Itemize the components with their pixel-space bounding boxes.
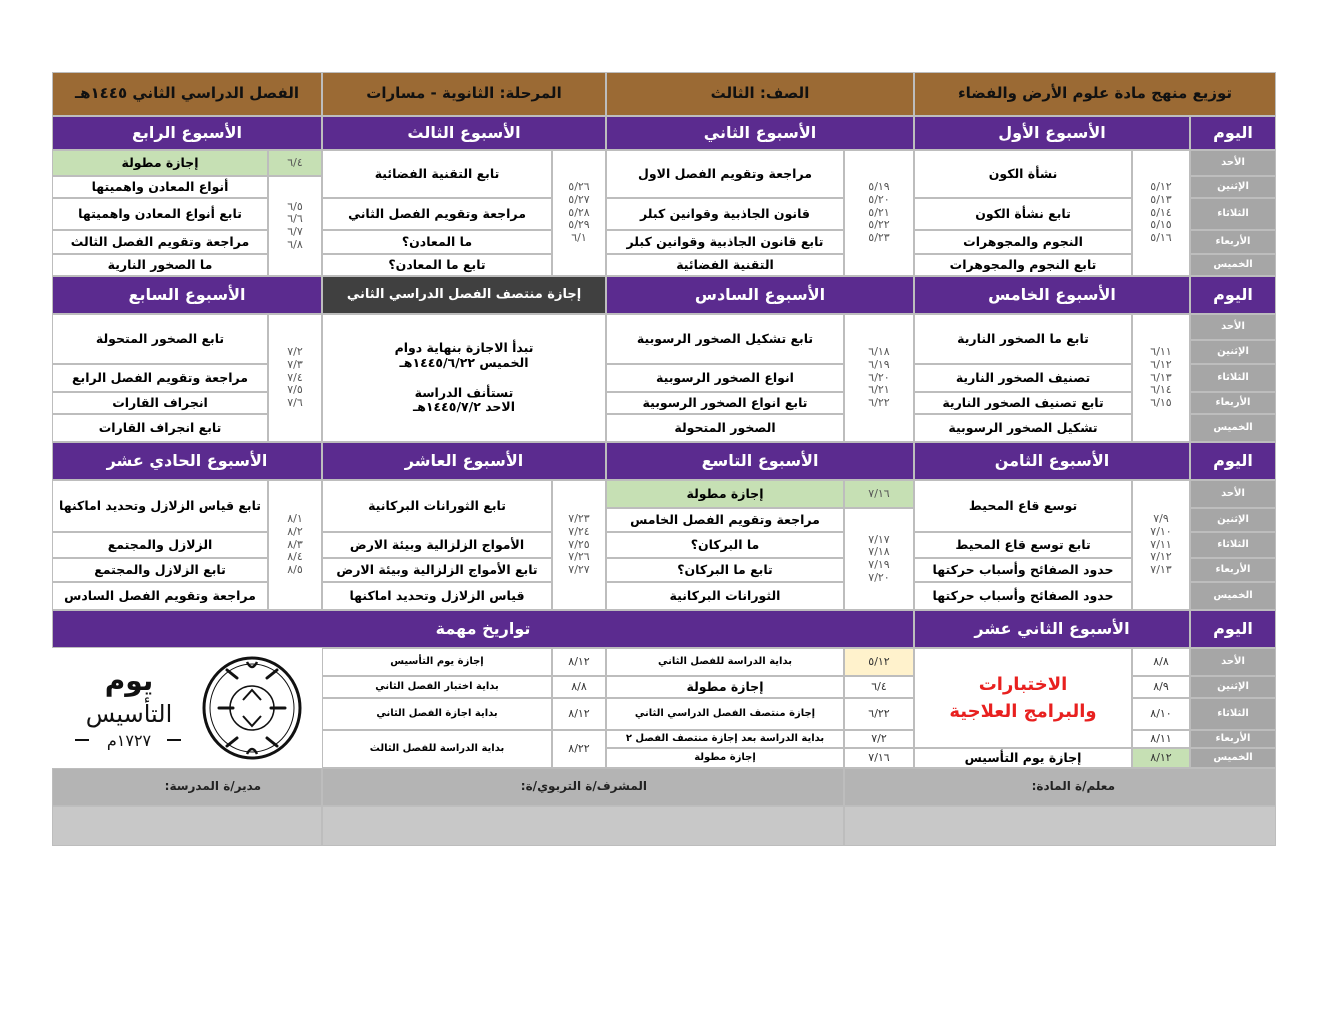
topic: تابع توسع قاع المحيط	[914, 532, 1132, 558]
date: ٥/١٣	[1150, 193, 1172, 207]
day-sunday: الأحد	[1190, 648, 1276, 676]
week-8-title: الأسبوع الثامن	[914, 442, 1190, 480]
day-thursday: الخميس	[1190, 414, 1276, 442]
teacher-signature-label: معلم/ة المادة:	[844, 768, 1276, 806]
important-label: بداية الدراسة بعد إجازة منتصف الفصل ٢	[606, 730, 844, 748]
stage-label: المرحلة: الثانوية - مسارات	[322, 72, 606, 116]
day-wednesday: الأربعاء	[1190, 558, 1276, 582]
topic: تابع الأمواج الزلزالية وبيئة الارض	[322, 558, 552, 582]
day-header: اليوم	[1190, 116, 1276, 150]
date: ٨/٥	[287, 562, 303, 576]
topic: حدود الصفائح وأسباب حركتها	[914, 582, 1132, 610]
topic: تابع الثورانات البركانية	[322, 480, 552, 532]
mid-term-start-date: الخميس ١٤٤٥/٦/٢٢هـ	[399, 354, 529, 370]
date: ٥/٢٧	[568, 193, 590, 207]
supervisor-signature-label: المشرف/ة التربوي/ة:	[322, 768, 844, 806]
date: ٥/١٥	[1150, 218, 1172, 232]
date: ٦/١٨	[868, 345, 890, 359]
supervisor-signature-field	[322, 806, 844, 846]
date: ٥/٢٩	[568, 218, 590, 232]
topic: تابع انواع الصخور الرسوبية	[606, 392, 844, 414]
date: ٧/٣	[287, 358, 303, 372]
important-date: ٨/٢٢	[552, 730, 606, 768]
topic: تشكيل الصخور الرسوبية	[914, 414, 1132, 442]
week-1-dates	[1132, 150, 1190, 276]
important-label: بداية اختبار الفصل الثاني	[322, 676, 552, 698]
date: ٧/١٢	[1150, 550, 1172, 564]
important-date: ٦/٤	[844, 676, 914, 698]
topic: الأمواج الزلزالية وبيئة الارض	[322, 532, 552, 558]
date: ٦/١٢	[1150, 358, 1172, 372]
topic: الزلازل والمجتمع	[52, 532, 268, 558]
week-9-dates	[844, 508, 914, 610]
founding-day-emblem-icon	[67, 652, 307, 764]
important-date: ٧/١٦	[844, 748, 914, 768]
date: ٦/٢٢	[868, 395, 890, 409]
mid-term-resume-date: الاحد ١٤٤٥/٧/٢هـ	[412, 399, 516, 415]
date: ٨/٤	[287, 550, 303, 564]
important-label: إجازة مطولة	[606, 748, 844, 768]
topic: الثورانات البركانية	[606, 582, 844, 610]
topic: تابع نشأة الكون	[914, 198, 1132, 230]
topic: التقنية الفضائية	[606, 254, 844, 276]
date-holiday: ٧/١٦	[844, 480, 914, 508]
grade-label: الصف: الثالث	[606, 72, 914, 116]
week-10-dates	[552, 480, 606, 610]
date: ٨/١١	[1132, 730, 1190, 748]
week-4-title: الأسبوع الرابع	[52, 116, 322, 150]
day-thursday: الخميس	[1190, 748, 1276, 768]
topic: تابع التقنية الفضائية	[322, 150, 552, 198]
day-thursday: الخميس	[1190, 582, 1276, 610]
date: ٧/٢٣	[568, 512, 590, 526]
date: ٥/٢٠	[868, 193, 890, 207]
important-date: ٨/١٢	[552, 648, 606, 676]
date: ٧/١٩	[868, 558, 890, 571]
week-7-dates	[268, 314, 322, 442]
week-6-dates	[844, 314, 914, 442]
week-4-dates	[268, 176, 322, 276]
topic: أنواع المعادن واهميتها	[52, 176, 268, 198]
date: ٦/٦	[287, 212, 303, 226]
date: ٥/١٢	[1150, 180, 1172, 194]
week-2-title: الأسبوع الثاني	[606, 116, 914, 150]
topic: إجازة يوم التأسيس	[914, 748, 1132, 768]
day-sunday: الأحد	[1190, 480, 1276, 508]
topic: حدود الصفائح وأسباب حركتها	[914, 558, 1132, 582]
day-header: اليوم	[1190, 276, 1276, 314]
date: ٦/٨	[287, 237, 303, 251]
week-8-dates	[1132, 480, 1190, 610]
topic-holiday: إجازة مطولة	[52, 150, 268, 176]
date: ٨/٨	[1132, 648, 1190, 676]
logo-text-founding: التأسيس	[85, 700, 173, 728]
date: ٨/١٠	[1132, 698, 1190, 730]
important-label: إجازة يوم التأسيس	[322, 648, 552, 676]
topic: تابع النجوم والمجوهرات	[914, 254, 1132, 276]
date-holiday: ٨/١٢	[1132, 748, 1190, 768]
date: ٥/٢٢	[868, 218, 890, 232]
plan-sheet	[52, 72, 1276, 846]
topic-holiday: إجازة مطولة	[606, 480, 844, 508]
date: ٨/٩	[1132, 676, 1190, 698]
important-date: ٥/١٢	[844, 648, 914, 676]
remedial-label: والبرامج العلاجية	[949, 701, 1097, 722]
date: ٦/١٥	[1150, 395, 1172, 409]
topic: ما البركان؟	[606, 532, 844, 558]
important-label: بداية الدراسة للفصل الثاني	[606, 648, 844, 676]
date: ٥/٢١	[868, 205, 890, 219]
date: ٧/٢٠	[868, 570, 890, 584]
week-11-title: الأسبوع الحادي عشر	[52, 442, 322, 480]
date: ٥/٢٨	[568, 205, 590, 219]
topic: تابع تشكيل الصخور الرسوبية	[606, 314, 844, 364]
topic: تابع ما الصخور النارية	[914, 314, 1132, 364]
topic: توسع قاع المحيط	[914, 480, 1132, 532]
important-date: ٨/١٢	[552, 698, 606, 730]
day-tuesday: الثلاثاء	[1190, 198, 1276, 230]
date: ٧/٢٥	[568, 537, 590, 551]
topic: تابع ما البركان؟	[606, 558, 844, 582]
date: ٦/١٣	[1150, 370, 1172, 384]
topic: مراجعة وتقويم الفصل الثاني	[322, 198, 552, 230]
date: ٧/٢٦	[568, 550, 590, 564]
day-tuesday: الثلاثاء	[1190, 698, 1276, 730]
week-2-dates	[844, 150, 914, 276]
date: ٨/٢	[287, 525, 303, 539]
day-sunday: الأحد	[1190, 314, 1276, 340]
principal-signature-label: مدير/ة المدرسة:	[52, 768, 322, 806]
mid-term-holiday-title: إجازة منتصف الفصل الدراسي الثاني	[322, 276, 606, 314]
logo-year: ١٧٢٧م	[106, 731, 152, 750]
topic: قياس الزلازل وتحديد اماكنها	[322, 582, 552, 610]
founding-day-logo	[52, 648, 322, 768]
date: ٦/١٤	[1150, 383, 1172, 397]
date: ٧/٦	[287, 395, 303, 409]
day-header: اليوم	[1190, 442, 1276, 480]
date: ٥/١٤	[1150, 205, 1172, 219]
date: ٨/١	[287, 512, 303, 526]
topic: تابع ما المعادن؟	[322, 254, 552, 276]
topic: مراجعة وتقويم الفصل الخامس	[606, 508, 844, 532]
date: ٦/٢٠	[868, 370, 890, 384]
week-6-title: الأسبوع السادس	[606, 276, 914, 314]
date: ٧/١٠	[1150, 525, 1172, 539]
important-label: بداية الدراسة للفصل الثالث	[322, 730, 552, 768]
topic: تابع انجراف القارات	[52, 414, 268, 442]
topic: انواع الصخور الرسوبية	[606, 364, 844, 392]
topic: تابع الزلازل والمجتمع	[52, 558, 268, 582]
week-5-title: الأسبوع الخامس	[914, 276, 1190, 314]
date: ٥/٢٦	[568, 180, 590, 194]
week-3-dates	[552, 150, 606, 276]
day-tuesday: الثلاثاء	[1190, 364, 1276, 392]
date: ٧/٤	[287, 370, 303, 384]
week-11-dates	[268, 480, 322, 610]
principal-signature-field	[52, 806, 322, 846]
date: ٨/٣	[287, 537, 303, 551]
important-date: ٧/٢	[844, 730, 914, 748]
date: ٧/٢٤	[568, 525, 590, 539]
important-label: إجازة مطولة	[606, 676, 844, 698]
topic: مراجعة وتقويم الفصل الرابع	[52, 364, 268, 392]
important-date: ٨/٨	[552, 676, 606, 698]
exams-notice	[914, 648, 1132, 748]
week-3-title: الأسبوع الثالث	[322, 116, 606, 150]
exams-label: الاختبارات	[978, 674, 1068, 695]
topic: تصنيف الصخور النارية	[914, 364, 1132, 392]
important-date: ٦/٢٢	[844, 698, 914, 730]
topic: قانون الجاذبية وقوانين كبلر	[606, 198, 844, 230]
topic: مراجعة وتقويم الفصل الاول	[606, 150, 844, 198]
date: ٦/٢١	[868, 383, 890, 397]
date: ٧/٢٧	[568, 562, 590, 576]
day-wednesday: الأربعاء	[1190, 230, 1276, 254]
topic: تابع تصنيف الصخور النارية	[914, 392, 1132, 414]
date: ٥/٢٣	[868, 230, 890, 244]
day-monday: الإثنين	[1190, 176, 1276, 198]
day-monday: الإثنين	[1190, 676, 1276, 698]
topic: الصخور المتحولة	[606, 414, 844, 442]
topic: ما الصخور النارية	[52, 254, 268, 276]
topic: تابع قانون الجاذبية وقوانين كبلر	[606, 230, 844, 254]
date: ٧/١٧	[868, 532, 890, 546]
week-1-title: الأسبوع الأول	[914, 116, 1190, 150]
date: ٧/١٨	[868, 545, 890, 559]
date: ٧/٥	[287, 383, 303, 397]
topic: تابع قياس الزلازل وتحديد اماكنها	[52, 480, 268, 532]
date: ٦/١١	[1150, 345, 1172, 359]
day-monday: الإثنين	[1190, 340, 1276, 364]
topic: ما المعادن؟	[322, 230, 552, 254]
date: ٦/٧	[287, 225, 303, 238]
mid-term-resume: تستأنف الدراسة	[414, 385, 514, 400]
date-holiday: ٦/٤	[268, 150, 322, 176]
topic: مراجعة وتقويم الفصل الثالث	[52, 230, 268, 254]
day-monday: الإثنين	[1190, 508, 1276, 532]
date: ٦/١٩	[868, 358, 890, 372]
teacher-signature-field	[844, 806, 1276, 846]
date: ٦/١	[571, 230, 587, 244]
day-thursday: الخميس	[1190, 254, 1276, 276]
date: ٥/١٩	[868, 180, 890, 194]
day-wednesday: الأربعاء	[1190, 392, 1276, 414]
week-5-dates	[1132, 314, 1190, 442]
logo-text-day: يوم	[104, 664, 154, 697]
topic: النجوم والمجوهرات	[914, 230, 1132, 254]
date: ٦/٥	[287, 199, 303, 213]
topic: انجراف القارات	[52, 392, 268, 414]
term-label: الفصل الدراسي الثاني ١٤٤٥هـ	[52, 72, 322, 116]
week-12-title: الأسبوع الثاني عشر	[914, 610, 1190, 648]
plan-title: توزيع منهج مادة علوم الأرض والفضاء	[914, 72, 1276, 116]
date: ٧/٢	[287, 345, 303, 359]
mid-term-details	[322, 314, 606, 442]
day-wednesday: الأربعاء	[1190, 730, 1276, 748]
important-label: إجازة منتصف الفصل الدراسي الثاني	[606, 698, 844, 730]
date: ٧/٩	[1153, 512, 1169, 526]
date: ٥/١٦	[1150, 230, 1172, 244]
topic: مراجعة وتقويم الفصل السادس	[52, 582, 268, 610]
day-sunday: الأحد	[1190, 150, 1276, 176]
date: ٧/١١	[1150, 537, 1172, 551]
topic: تابع الصخور المتحولة	[52, 314, 268, 364]
important-label: بداية اجازة الفصل الثاني	[322, 698, 552, 730]
topic: تابع أنواع المعادن واهميتها	[52, 198, 268, 230]
day-tuesday: الثلاثاء	[1190, 532, 1276, 558]
date: ٧/١٣	[1150, 562, 1172, 576]
topic: نشأة الكون	[914, 150, 1132, 198]
day-header: اليوم	[1190, 610, 1276, 648]
important-dates-title: تواريخ مهمة	[52, 610, 914, 648]
week-9-title: الأسبوع التاسع	[606, 442, 914, 480]
mid-term-start: تبدأ الاجازة بنهاية دوام	[394, 340, 534, 356]
week-7-title: الأسبوع السابع	[52, 276, 322, 314]
week-10-title: الأسبوع العاشر	[322, 442, 606, 480]
